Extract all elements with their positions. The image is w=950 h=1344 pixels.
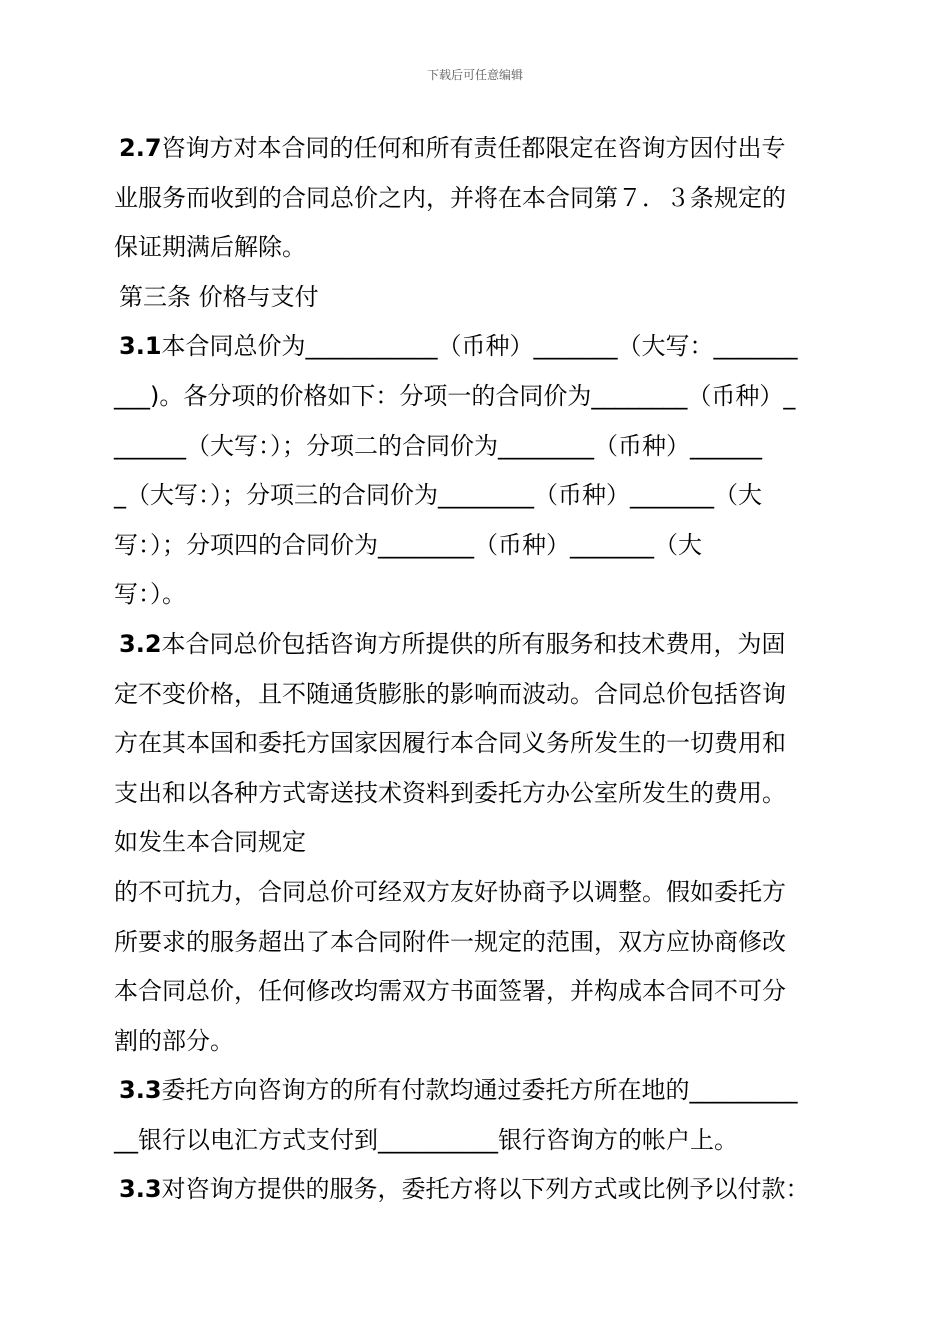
- text-line: 本合同总价为___________（币种）_______（大写：_______: [161, 332, 798, 361]
- text-line: 如发生本合同规定: [114, 828, 306, 857]
- clause-2-7-line: [114, 124, 838, 174]
- clause-3-2-line: [114, 620, 838, 670]
- text-line: 的不可抗力，合同总价可经双方友好协商予以调整。假如委托方: [114, 877, 786, 906]
- text-line: 写：）；分项四的合同价为________（币种）_______（大: [114, 530, 702, 559]
- clause-number: 3.3: [119, 1076, 162, 1105]
- text-line: 对咨询方提供的服务，委托方将以下列方式或比例予以付款：: [161, 1175, 810, 1204]
- clause-number: 3.2: [119, 629, 162, 658]
- clause-3-3b-line: [114, 1165, 838, 1215]
- text-line: __银行以电汇方式支付到__________银行咨询方的帐户上。: [114, 1125, 738, 1154]
- clause-3-1-line: [114, 322, 838, 372]
- text-line: 定不变价格，且不随通货膨胀的影响而波动。合同总价包括咨询: [114, 679, 786, 708]
- text-line: 本合同总价包括咨询方所提供的所有服务和技术费用，为固: [161, 629, 786, 658]
- article-heading: 第三条 价格与支付: [119, 282, 319, 311]
- document-body: [114, 124, 838, 1215]
- text-line: 支出和以各种方式寄送技术资料到委托方办公室所发生的费用。: [114, 778, 786, 807]
- clause-number: 2.7: [119, 134, 162, 162]
- text-line: 割的部分。: [114, 1026, 234, 1055]
- text-line: 本合同总价，任何修改均需双方书面签署，并构成本合同不可分: [114, 977, 786, 1006]
- text-line: 方在其本国和委托方国家因履行本合同义务所发生的一切费用和: [114, 729, 786, 758]
- page-header: 下载后可任意编辑: [426, 68, 523, 82]
- text-line: 所要求的服务超出了本合同附件一规定的范围，双方应协商修改: [114, 927, 786, 956]
- text-line: 写：）。: [114, 580, 186, 609]
- text-line: 业服务而收到的合同总价之内，并将在本合同第７．３条规定的: [114, 183, 786, 212]
- clause-number: 3.3: [119, 1175, 162, 1204]
- text-line: 委托方向咨询方的所有付款均通过委托方所在地的_________: [161, 1076, 798, 1105]
- clause-number: 3.1: [119, 332, 162, 361]
- text-line: ___)。各分项的价格如下：分项一的合同价为________（币种）_: [114, 381, 796, 410]
- text-line: 保证期满后解除。: [114, 233, 306, 262]
- text-line: ______（大写：）；分项二的合同价为________（币种）______: [114, 431, 762, 460]
- clause-3-3a-line: [114, 1066, 838, 1116]
- text-line: 咨询方对本合同的任何和所有责任都限定在咨询方因付出专: [161, 134, 786, 162]
- text-line: _（大写：）；分项三的合同价为________（币种）_______（大: [114, 481, 762, 510]
